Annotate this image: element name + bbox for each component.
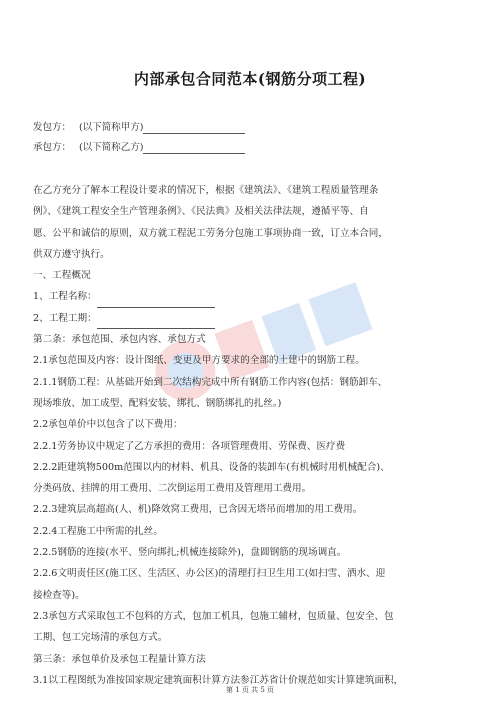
document-body [33, 180, 473, 691]
party-b-value: (以下简称乙方) [79, 142, 144, 153]
page-number: 第 1 页 共 5 页 [225, 686, 275, 694]
document-title: 内部承包合同范本(钢筋分项工程) [133, 70, 367, 88]
body-line: 例》、《建筑工程安全生产管理条例》、《民法典》及相关法律法规，遵循平等、自 [33, 206, 369, 218]
body-line: 现场堆放、加工成型、配料安装、绑扎、钢筋绑扎的扎丝。) [33, 397, 282, 409]
body-line: 2.1.1钢筋工程：从基础开始到二次结构完成中所有钢筋工作内容(包括：钢筋卸车、 [33, 376, 388, 388]
party-b-label: 承包方： [33, 142, 72, 153]
party-a-value: (以下简称甲方) [79, 122, 144, 133]
project-name-blank [97, 297, 215, 308]
section-heading: 第三条：承包单价及承包工程量计算方法 [33, 653, 206, 665]
body-line: 工期、包工完场清的承包方式。 [33, 632, 168, 644]
body-line: 2.2.3建筑层高超高(人、机)降效窝工费用，已含因无塔吊而增加的用工费用。 [33, 504, 363, 516]
project-period-line [33, 308, 473, 329]
project-period-blank [97, 318, 215, 329]
project-name-line [33, 286, 473, 307]
project-name-label: 1、工程名称： [33, 291, 97, 303]
body-line: 2.1承包范围及内容：设计图纸、变更及甲方要求的全部的土建中的钢筋工程。 [33, 355, 365, 367]
party-b-line [33, 142, 245, 154]
party-a-blank [143, 123, 245, 134]
body-line: 2.2.6文明责任区(施工区、生活区、办公区)的清理打扫卫生用工(如扫雪、洒水、迎 [33, 568, 386, 580]
body-line: 在乙方充分了解本工程设计要求的情况下，根据《建筑法》、《建筑工程质量管理条 [33, 185, 379, 196]
body-line: 分类码放、挂牌的用工费用、二次倒运用工费用及管理用工费用。 [33, 483, 312, 495]
body-line: 接检查等)。 [33, 589, 85, 601]
body-line: 2.2.5钢筋的连接(水平、竖向绑扎;机械连接除外)，盘圆钢筋的现场调直。 [33, 547, 347, 559]
body-line: 供双方遵守执行。 [33, 248, 110, 260]
body-line: 2.2.1劳务协议中规定了乙方承担的费用：各项管理费用、劳保费、医疗费 [33, 440, 346, 452]
project-period-label: 2、工程工期： [33, 312, 97, 324]
body-line: 愿、公平和诚信的原则，双方就工程泥工劳务分包施工事项协商一致，订立本合同， [33, 227, 388, 239]
party-a-label: 发包方： [33, 122, 72, 133]
party-b-blank [143, 143, 245, 154]
section-heading: 一、工程概况 [33, 270, 91, 282]
body-line: 3.1以工程图纸为准按国家规定建筑面积计算方法参江苏省计价规范如实计算建筑面积， [33, 674, 404, 686]
body-line: 2.2.4工程施工中所需的扎丝。 [33, 525, 163, 537]
body-line: 2.2承包单价中以包含了以下费用： [33, 419, 183, 431]
body-line: 2.3承包方式采取包工不包料的方式，包加工机具，包施工辅材，包质量、包安全、包 [33, 610, 394, 622]
body-line: 2.2.2距建筑物500m范围以内的材料、机具、设备的装卸车(有机械时用机械配合)、 [33, 461, 390, 473]
party-a-line [33, 122, 245, 134]
section-heading: 第二条：承包范围、承包内容、承包方式 [33, 334, 206, 346]
